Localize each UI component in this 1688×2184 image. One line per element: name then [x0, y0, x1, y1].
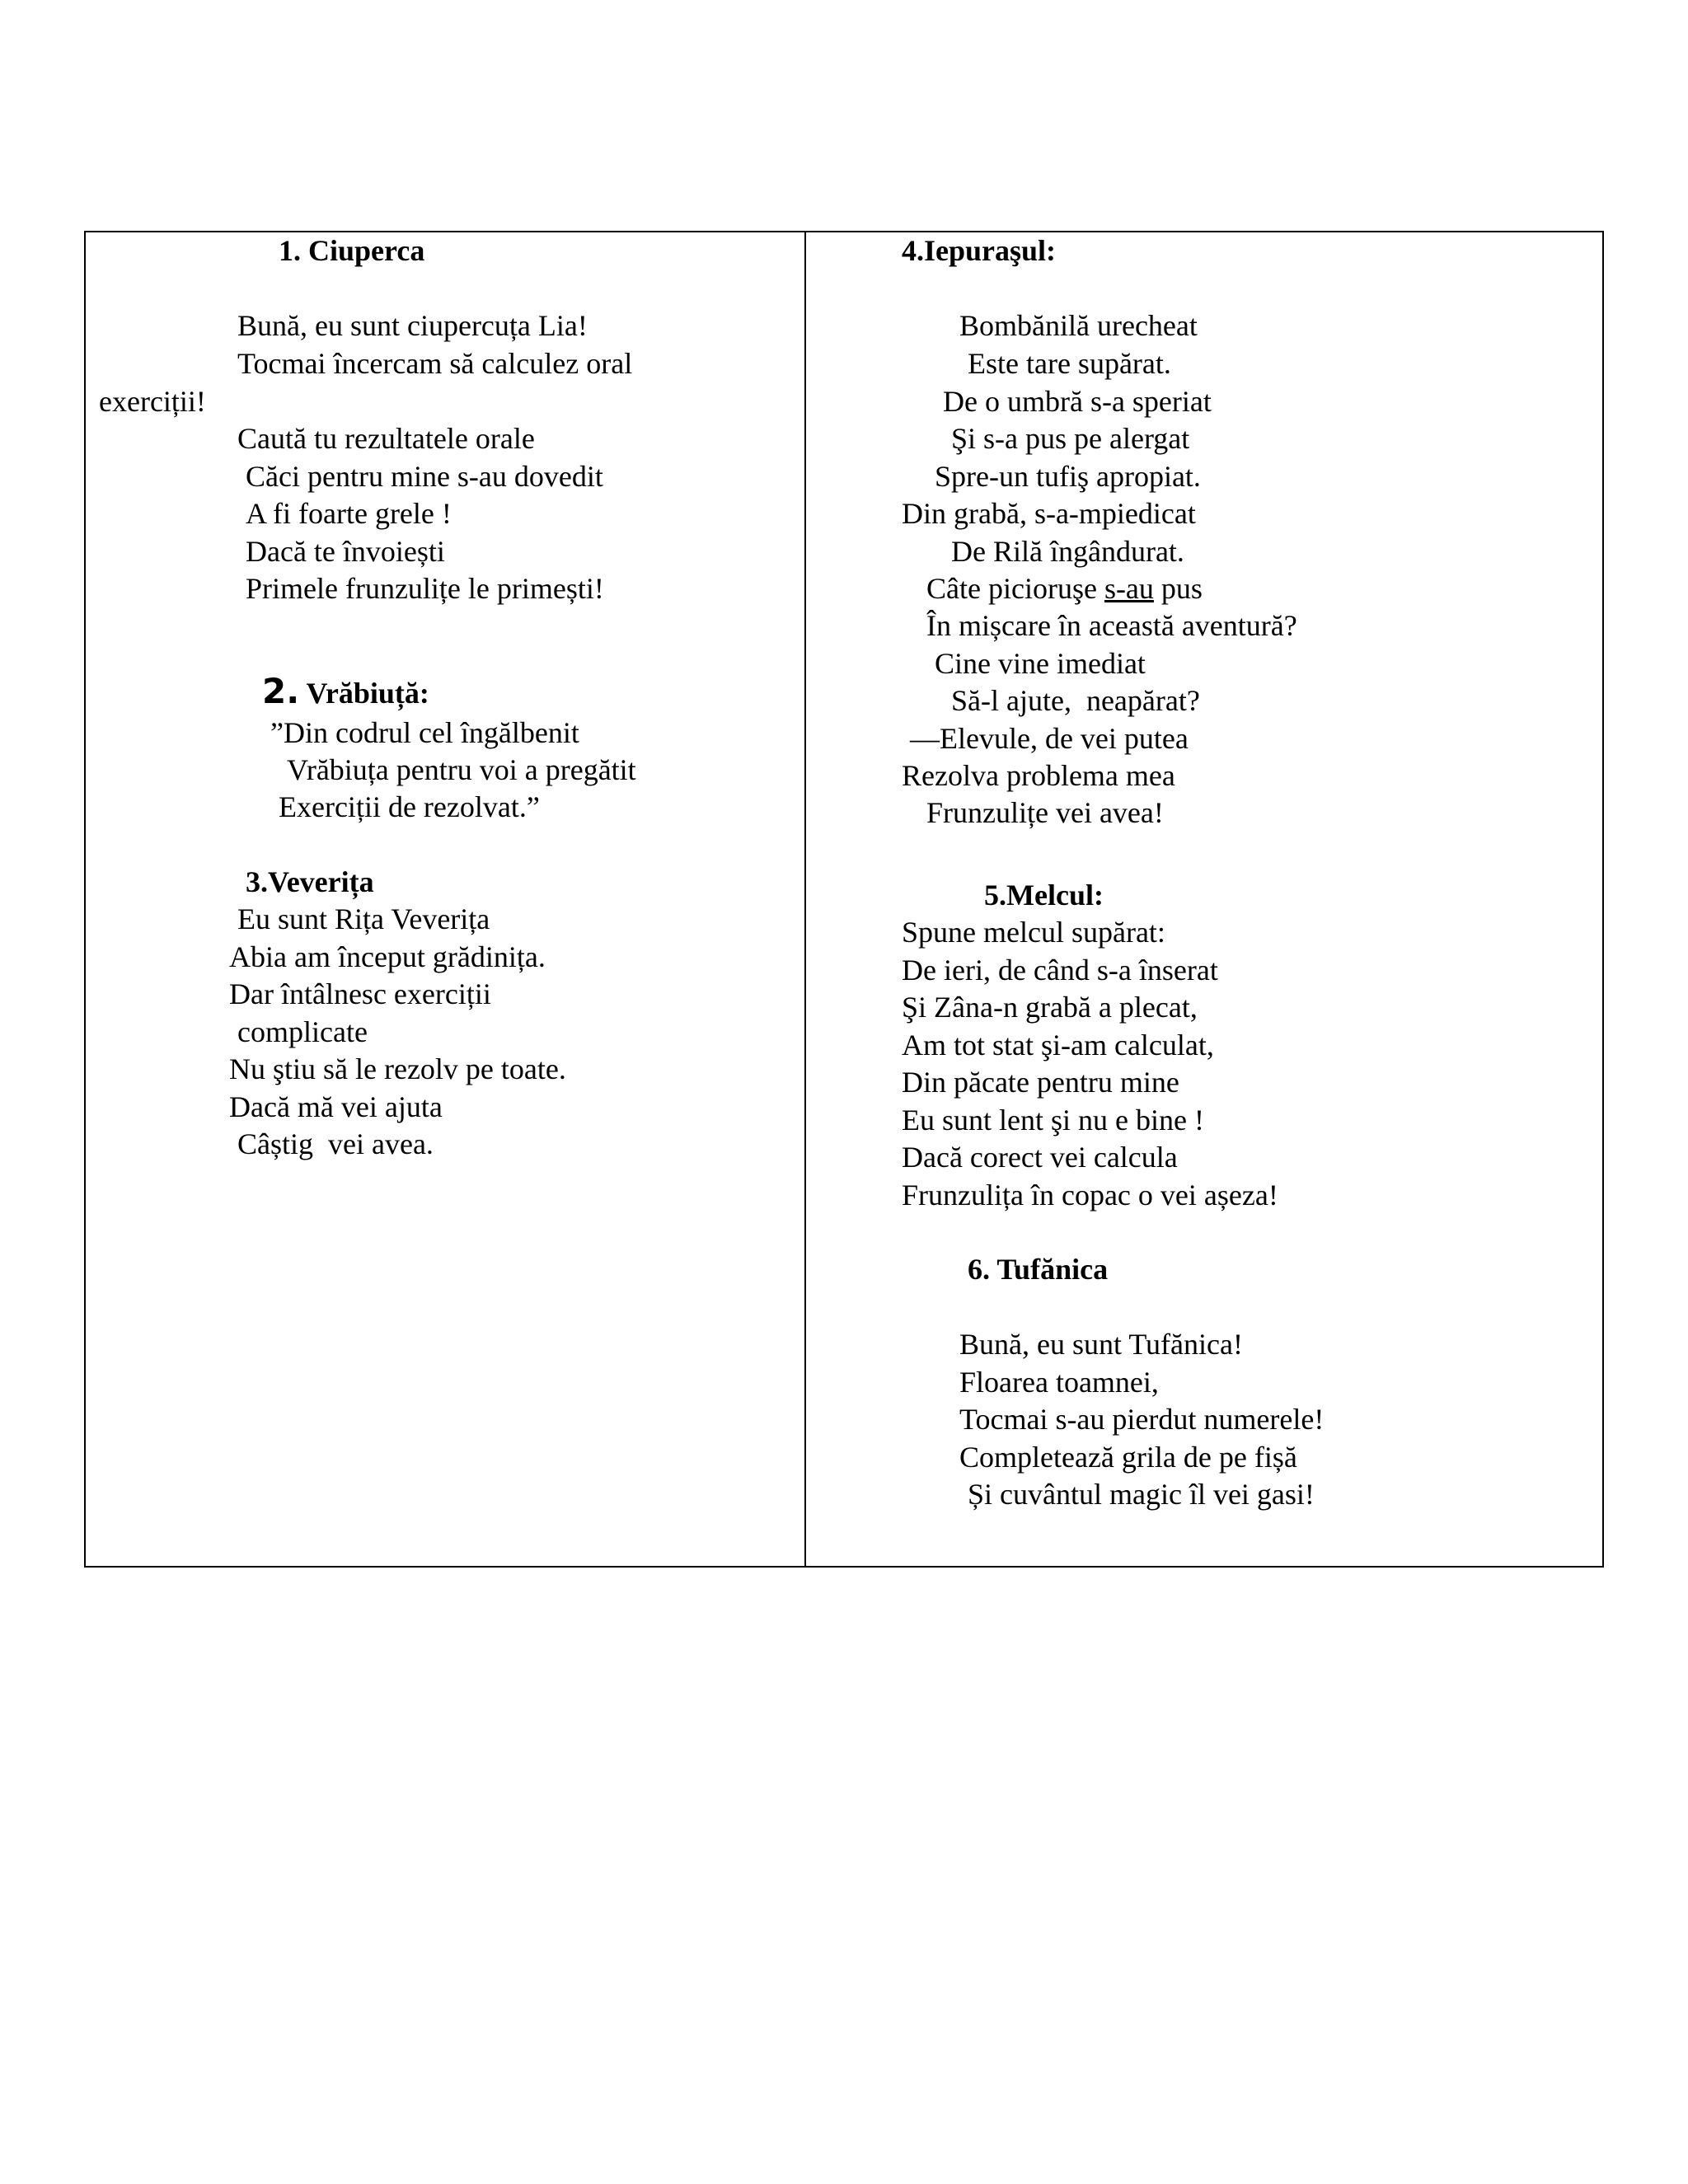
- poem-line: Eu sunt Rița Veverița: [237, 902, 490, 935]
- poem-line: Frunzulița în copac o vei așeza!: [902, 1179, 1278, 1212]
- poem-line: În mișcare în această aventură?: [926, 609, 1297, 642]
- underlined-text: s-au: [1104, 572, 1154, 605]
- poem-line: exerciții!: [99, 385, 206, 418]
- poem-line: Câștig vei avea.: [237, 1127, 434, 1160]
- section-number: 2.: [262, 671, 300, 711]
- poem-text: Câte picioruşe: [926, 572, 1104, 605]
- section-title-vrabiuta: [262, 673, 429, 711]
- poem-line: Tocmai încercam să calculez oral: [237, 347, 633, 380]
- poem-line: Completează grila de pe fișă: [959, 1441, 1297, 1474]
- poem-line: Din păcate pentru mine: [902, 1066, 1179, 1099]
- poem-line: —Elevule, de vei putea: [910, 722, 1189, 755]
- poem-line: Bombănilă urecheat: [959, 309, 1198, 342]
- section-title-iepurasul: 4.Iepuraşul:: [902, 234, 1057, 267]
- poem-line: Căci pentru mine s-au dovedit: [246, 460, 603, 493]
- section-title-tufanica: 6. Tufănica: [968, 1253, 1109, 1286]
- poem-line: Frunzulițe vei avea!: [926, 796, 1164, 829]
- poem-line: Abia am început grădinița.: [229, 940, 546, 973]
- poem-line: Eu sunt lent şi nu e bine !: [902, 1104, 1204, 1137]
- poem-line: A fi foarte grele !: [246, 497, 452, 530]
- poem-line: Dacă corect vei calcula: [902, 1141, 1178, 1174]
- poem-line: Spune melcul supărat:: [902, 916, 1165, 949]
- poem-line: Dacă te învoiești: [246, 535, 445, 568]
- poem-line: Nu ştiu să le rezolv pe toate.: [229, 1052, 566, 1085]
- poem-line: Este tare supărat.: [968, 347, 1171, 380]
- poem-line: Floarea toamnei,: [959, 1366, 1159, 1399]
- column-divider: [804, 231, 806, 1568]
- poem-line: Să-l ajute, neapărat?: [951, 684, 1200, 717]
- poem-line: Primele frunzulițe le primești!: [246, 572, 604, 605]
- poem-line: Vrăbiuța pentru voi a pregătit: [287, 753, 636, 786]
- poem-line: Şi Zâna-n grabă a plecat,: [902, 991, 1198, 1024]
- section-title-veverita: 3.Veverița: [246, 865, 374, 898]
- poem-line: [926, 570, 1203, 607]
- poem-line: Dacă mă vei ajuta: [229, 1090, 443, 1123]
- poem-line: Bună, eu sunt ciupercuța Lia!: [237, 309, 588, 342]
- poem-line: Și cuvântul magic îl vei gasi!: [968, 1478, 1315, 1511]
- poem-line: Rezolva problema mea: [902, 759, 1175, 792]
- poem-line: Dar întâlnesc exerciții: [229, 977, 491, 1010]
- poem-line: Şi s-a pus pe alergat: [951, 422, 1190, 455]
- poem-line: De o umbră s-a speriat: [943, 385, 1212, 418]
- poem-text: pus: [1153, 572, 1203, 605]
- poem-line: Am tot stat şi-am calculat,: [902, 1029, 1214, 1062]
- poem-line: Cine vine imediat: [935, 647, 1146, 680]
- section-title-text: Vrăbiuță:: [306, 677, 429, 710]
- poem-line: De ieri, de când s-a înserat: [902, 954, 1218, 987]
- poem-line: Spre-un tufiş apropiat.: [935, 460, 1201, 493]
- poem-line: Exerciții de rezolvat.”: [279, 790, 540, 823]
- poem-line: Caută tu rezultatele orale: [237, 422, 535, 455]
- poem-line: De Rilă îngândurat.: [951, 535, 1184, 568]
- section-title-ciuperca: 1. Ciuperca: [279, 234, 425, 267]
- poem-line: Bună, eu sunt Tufănica!: [959, 1328, 1243, 1361]
- poem-line: ”Din codrul cel îngălbenit: [270, 716, 579, 749]
- section-title-melcul: 5.Melcul:: [984, 879, 1104, 912]
- poem-line: complicate: [237, 1015, 368, 1048]
- poem-line: Tocmai s-au pierdut numerele!: [959, 1403, 1325, 1436]
- poem-line: Din grabă, s-a-mpiedicat: [902, 497, 1196, 530]
